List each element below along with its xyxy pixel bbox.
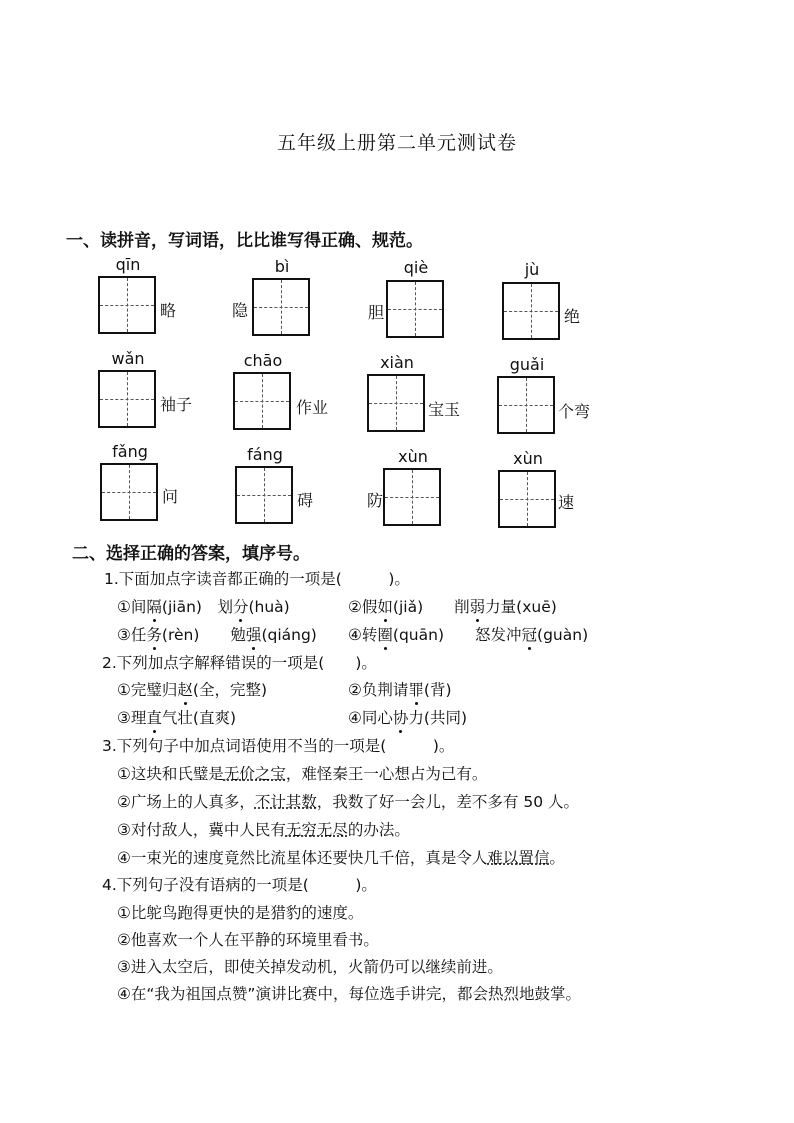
question-3-option-2: ②广场上的人真多，不计其数，我数了好一会儿，差不多有 50 人。 xyxy=(117,793,580,811)
question-4-option-2: ②他喜欢一个人在平静的环境里看书。 xyxy=(117,931,379,949)
pinyin: fáng xyxy=(247,445,283,464)
word-suffix: 问 xyxy=(162,487,179,506)
writing-grid[interactable] xyxy=(98,276,156,334)
question-3-stem: 3.下列句子中加点词语使用不当的一项是( )。 xyxy=(102,737,455,755)
writing-grid[interactable] xyxy=(233,372,291,430)
question-1-stem: 1.下面加点字读音都正确的一项是( )。 xyxy=(104,570,410,588)
pinyin: fǎng xyxy=(112,442,148,461)
pinyin: xiàn xyxy=(380,353,414,372)
question-1-option-2: ②假如(jiǎ) 削弱力量(xuē) xyxy=(348,595,557,617)
word-suffix: 速 xyxy=(558,493,575,512)
question-2-option-4: ④同心协力(共同) xyxy=(348,706,467,728)
word-suffix: 作业 xyxy=(296,398,329,417)
writing-grid[interactable] xyxy=(367,374,425,432)
pinyin: jù xyxy=(524,260,540,279)
question-4-option-1: ①比鸵鸟跑得更快的是猎豹的速度。 xyxy=(117,904,364,922)
pinyin: chāo xyxy=(243,351,283,370)
pinyin: guǎi xyxy=(509,355,545,374)
question-1-option-1: ①间隔(jiān) 划分(huà) xyxy=(117,595,290,617)
question-2-option-1: ①完璧归赵(全，完整) xyxy=(117,678,267,700)
writing-grid[interactable] xyxy=(235,466,293,524)
question-3-option-4: ④一束光的速度竟然比流星体还要快几千倍，真是令人难以置信。 xyxy=(117,849,565,867)
word-prefix: 防 xyxy=(367,491,384,510)
writing-grid[interactable] xyxy=(98,370,156,428)
pinyin: xùn xyxy=(513,449,543,468)
question-1-option-3: ③任务(rèn) 勉强(qiáng) xyxy=(117,623,317,645)
writing-grid[interactable] xyxy=(383,468,441,526)
section2-heading: 二、选择正确的答案，填序号。 xyxy=(72,544,310,564)
question-1-option-4: ④转圈(quān) 怒发冲冠(guàn) xyxy=(348,623,588,645)
word-suffix: 略 xyxy=(160,301,177,320)
question-3-option-1: ①这块和氏璧是无价之宝，难怪秦王一心想占为己有。 xyxy=(117,765,488,783)
question-4-option-3: ③进入太空后，即使关掉发动机，火箭仍可以继续前进。 xyxy=(117,958,503,976)
writing-grid[interactable] xyxy=(100,463,158,521)
pinyin: qiè xyxy=(403,258,429,277)
pinyin: bì xyxy=(274,257,290,276)
question-2-option-2: ②负荆请罪(背) xyxy=(348,678,452,700)
word-prefix: 胆 xyxy=(368,303,385,322)
word-suffix: 袖子 xyxy=(160,395,193,414)
writing-grid[interactable] xyxy=(497,376,555,434)
question-4-option-4: ④在“我为祖国点赞”演讲比赛中，每位选手讲完，都会热烈地鼓掌。 xyxy=(117,985,581,1003)
question-2-stem: 2.下列加点字解释错误的一项是( )。 xyxy=(102,654,377,672)
writing-grid[interactable] xyxy=(502,282,560,340)
question-3-option-3: ③对付敌人，冀中人民有无穷无尽的办法。 xyxy=(117,821,410,839)
page-title: 五年级上册第二单元测试卷 xyxy=(276,132,517,154)
word-suffix: 碍 xyxy=(297,491,314,510)
word-suffix: 个弯 xyxy=(558,402,591,421)
section1-heading: 一、读拼音，写词语，比比谁写得正确、规范。 xyxy=(66,231,423,251)
word-prefix: 隐 xyxy=(232,301,249,320)
pinyin: wǎn xyxy=(111,349,145,368)
question-4-stem: 4.下列句子没有语病的一项是( )。 xyxy=(102,876,377,894)
word-suffix: 宝玉 xyxy=(428,400,461,419)
writing-grid[interactable] xyxy=(498,470,556,528)
question-2-option-3: ③理直气壮(直爽) xyxy=(117,706,236,728)
writing-grid[interactable] xyxy=(252,278,310,336)
pinyin: xùn xyxy=(398,447,428,466)
writing-grid[interactable] xyxy=(386,280,444,338)
word-suffix: 绝 xyxy=(564,307,581,326)
pinyin: qīn xyxy=(115,255,141,274)
